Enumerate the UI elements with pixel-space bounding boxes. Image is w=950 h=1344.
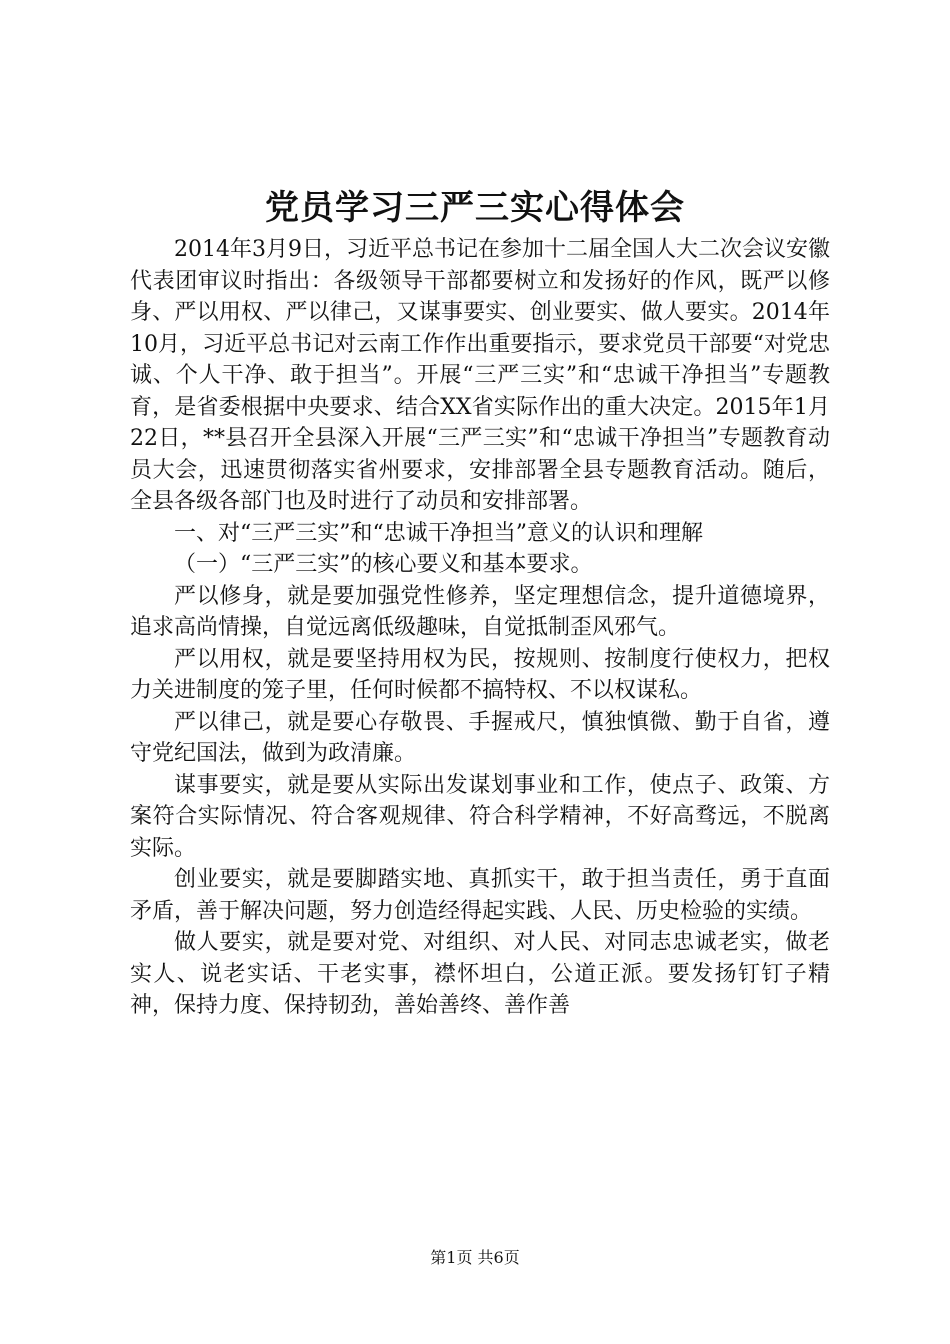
- paragraph-conduct: 做人要实，就是要对党、对组织、对人民、对同志忠诚老实，做老实人、说老实话、干老实事，襟怀坦白，公道正派。要发扬钉钉子精神，保持力度、保持韧劲，善始善终、善作善: [130, 930, 830, 1018]
- page-footer: [0, 1248, 950, 1268]
- paragraph-planning: 谋事要实，就是要从实际出发谋划事业和工作，使点子、政策、方案符合实际情况、符合客观规律、符合科学精神，不好高骛远，不脱离实际。: [130, 772, 830, 861]
- document-body: [130, 234, 830, 1022]
- page-number: 第1页: [430, 1248, 473, 1267]
- section-heading-1: 一、对“三严三实”和“忠诚干净担当”意义的认识和理解: [174, 520, 703, 546]
- paragraph-self-cultivation: 严以修身，就是要加强党性修养，坚定理想信念，提升道德境界，追求高尚情操，自觉远离低级趣味，自觉抵制歪风邪气。: [130, 583, 830, 640]
- paragraph-entrepreneurship: 创业要实，就是要脚踏实地、真抓实干，敢于担当责任，勇于直面矛盾，善于解决问题，努力创造经得起实践、人民、历史检验的实绩。: [130, 867, 830, 924]
- paragraph-use-of-power: 严以用权，就是要坚持用权为民，按规则、按制度行使权力，把权力关进制度的笼子里，任何时候都不搞特权、不以权谋私。: [130, 646, 830, 703]
- page-total: 共6页: [477, 1248, 520, 1267]
- subsection-heading-1: （一）“三严三实”的核心要义和基本要求。: [174, 552, 593, 577]
- paragraph-self-discipline: 严以律己，就是要心存敬畏、手握戒尺，慎独慎微、勤于自省，遵守党纪国法，做到为政清廉。: [130, 709, 830, 766]
- document-title: 党员学习三严三实心得体会: [265, 188, 685, 228]
- paragraph-intro: 2014年3月9日，习近平总书记在参加十二届全国人大二次会议安徽代表团审议时指出：各级领导干部都要树立和发扬好的作风，既严以修身、严以用权、严以律己，又谋事要实、创业要实、做人要实。2014年10月，习近平总书记对云南工作作出重要指示，要求党员干部要“对党忠诚、个人干净、敢于担当”。开展“三严三实”和“忠诚干净担当”专题教育，是省委根据中央要求、结合XX省实际作出的重大决定。2015年1月22日，**县召开全县深入开展“三严三实”和“忠诚干净担当”专题教育动员大会，迅速贯彻落实省州要求，安排部署全县专题教育活动。随后，全县各级各部门也及时进行了动员和安排部署。: [130, 237, 830, 514]
